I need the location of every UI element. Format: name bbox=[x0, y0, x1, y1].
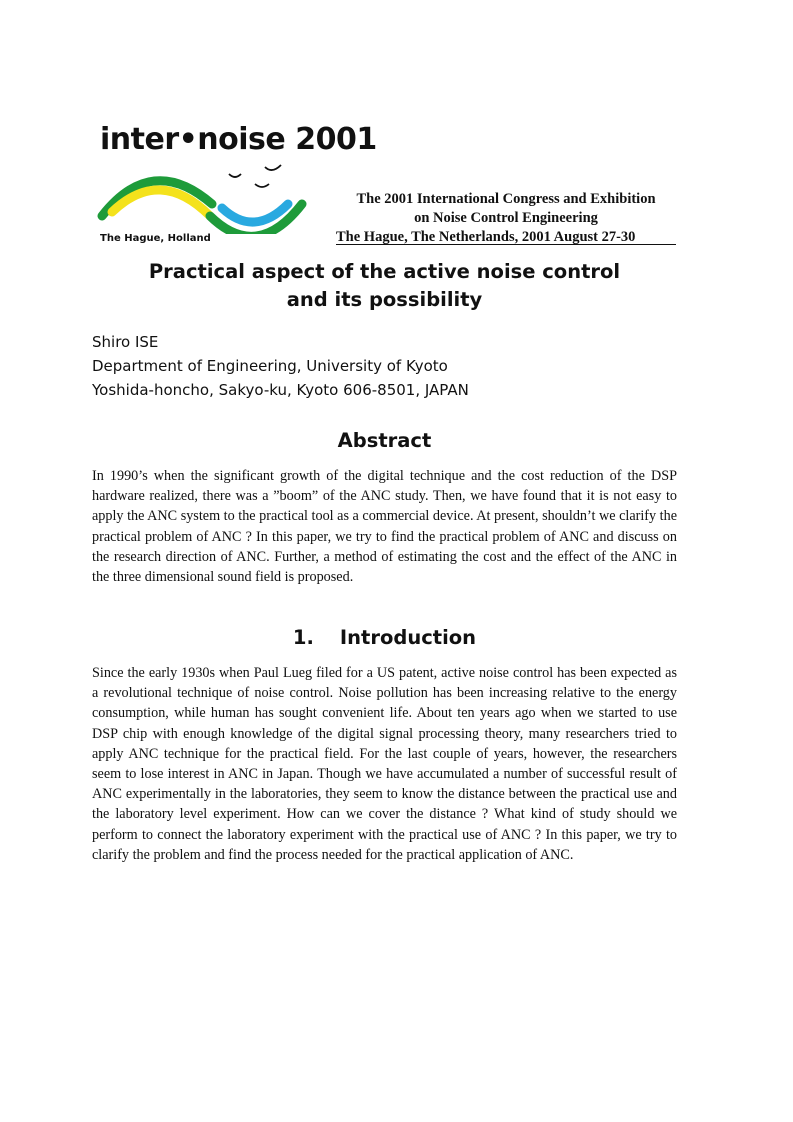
logo-city: The Hague, Holland bbox=[100, 233, 211, 244]
author-block bbox=[92, 330, 469, 402]
paper-title-line-1: Practical aspect of the active noise control bbox=[148, 260, 621, 283]
logo-smile-mark-3 bbox=[265, 165, 281, 170]
conference-line-2: on Noise Control Engineering bbox=[414, 210, 598, 226]
logo-smile-mark-2 bbox=[255, 184, 269, 187]
logo-smile-mark-1 bbox=[229, 174, 241, 177]
logo-blue-arc bbox=[222, 204, 288, 222]
author-name: Shiro ISE bbox=[92, 333, 159, 351]
introduction-heading bbox=[92, 626, 677, 649]
section-number: 1. bbox=[292, 626, 314, 649]
conference-line-3: The Hague, The Netherlands, 2001 August 27-30 bbox=[336, 229, 636, 245]
author-affiliation: Department of Engineering, University of Kyoto bbox=[92, 357, 448, 375]
conference-line-1: The 2001 International Congress and Exhibition bbox=[356, 191, 656, 207]
author-address: Yoshida-honcho, Sakyo-ku, Kyoto 606-8501, JAPAN bbox=[92, 381, 469, 399]
conference-logo bbox=[92, 122, 377, 246]
section-title: Introduction bbox=[339, 626, 477, 649]
logo-title: inter•noise 2001 bbox=[100, 122, 377, 157]
introduction-text: Since the early 1930s when Paul Lueg filed for a US patent, active noise control has been expected as a revolutional technique of noise control. Noise pollution has been increasing relative to the energy consumption, while human has sought convenient life. About ten years ago when we started to use DSP chip with enough knowledge of the digital signal processing theory, many researchers tried to apply ANC technique for the practical field. For the last couple of years, however, the researchers seem to lose interest in ANC in Japan. Though we have accumulated a number of successful result of ANC experimentally in the laboratories, they seem to know the distance between the practical use and the laboratory level experiment. How can we cover the distance ? What kind of study should we perform to connect the laboratory experiment with the practical use of ANC ? In this paper, we try to clarify the problem and find the process needed for the practical application of ANC. bbox=[92, 665, 677, 863]
abstract-text: In 1990’s when the significant growth of the digital technique and the cost reduction of the DSP hardware realized, there was a ”boom” of the ANC study. Then, we have found that it is not easy to apply the ANC system to the practical tool as a commercial device. At present, shouldn’t we clarify the practical problem of ANC ? In this paper, we try to find the practical problem of ANC and discuss on the research direction of ANC. Further, a method of estimating the cost and the effect of the ANC in the three dimensional sound field is proposed. bbox=[92, 468, 677, 586]
conference-info bbox=[336, 190, 676, 247]
paper-title-line-2: and its possibility bbox=[286, 288, 483, 311]
logo-waves-graphic bbox=[92, 152, 332, 234]
abstract-heading: Abstract bbox=[337, 429, 432, 452]
paper-title bbox=[92, 258, 677, 314]
header-rule bbox=[336, 244, 676, 245]
